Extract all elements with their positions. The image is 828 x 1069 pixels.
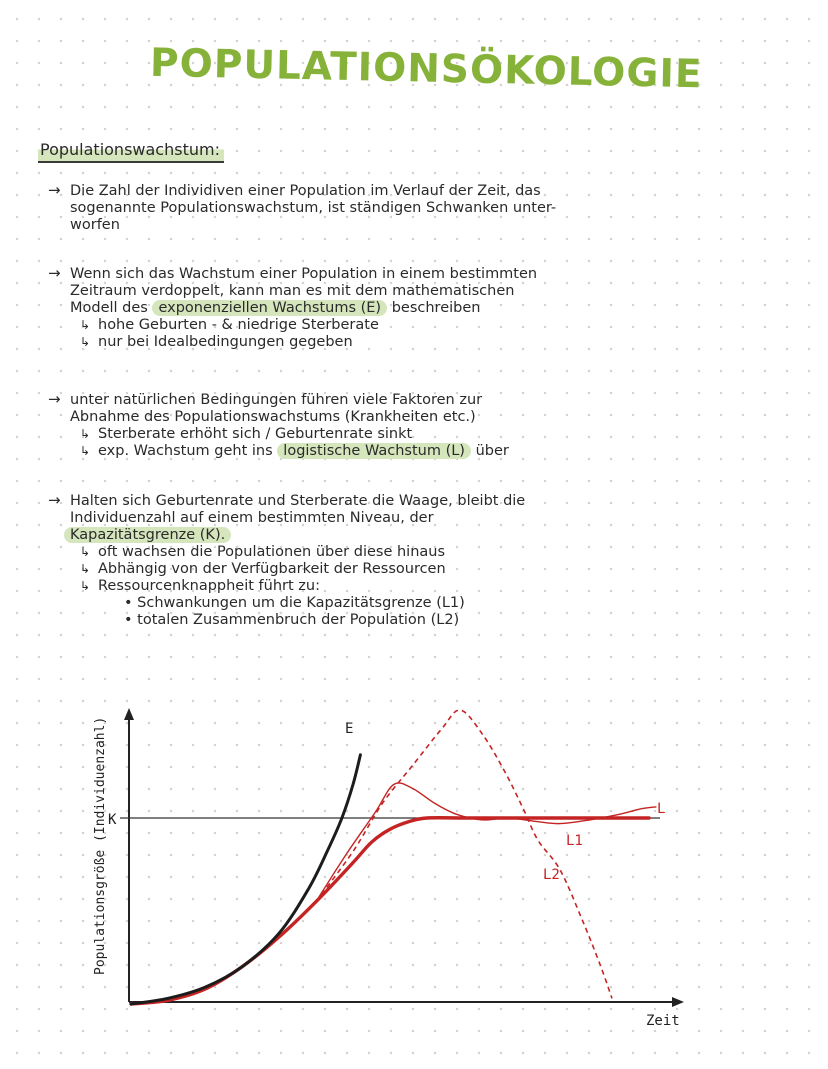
paragraph-1 — [50, 183, 810, 234]
text-fragment: exp. Wachstum geht ins — [98, 443, 273, 459]
text-line: Wenn sich das Wachstum einer Population in einem bestimmten — [70, 266, 538, 282]
sub-point — [80, 544, 810, 561]
sub-point — [80, 426, 810, 443]
text-line: unter natürlichen Bedingungen führen viele Faktoren zur — [70, 392, 483, 408]
sub-point-text: Abhängig von der Verfügbarkeit der Ressourcen — [98, 561, 446, 577]
highlight-exponential: exponenziellen Wachstums (E) — [152, 300, 387, 316]
paragraph-2 — [50, 266, 810, 351]
paragraph-3 — [50, 392, 810, 460]
sub-point — [80, 334, 810, 351]
capacity-label: K — [108, 812, 117, 828]
bullet-icon: • — [124, 612, 133, 628]
bullet-text: Schwankungen um die Kapazitätsgrenze (L1) — [137, 595, 465, 611]
series-line-L — [131, 818, 649, 1004]
series-label-E: E — [345, 721, 354, 737]
text-line — [70, 300, 810, 317]
x-axis-arrowhead — [672, 997, 684, 1007]
hook-arrow-icon: ↳ — [80, 427, 91, 441]
sub-point-text: Sterberate erhöht sich / Geburtenrate sinkt — [98, 426, 413, 442]
sub-point-text: hohe Geburten - & niedrige Sterberate — [98, 317, 379, 333]
sub-point-text: nur bei Idealbedingungen gegeben — [98, 334, 353, 350]
text-line: sogenannte Populationswachstum, ist ständigen Schwanken unter- — [70, 200, 557, 216]
arrow-icon: → — [48, 181, 61, 199]
hook-arrow-icon: ↳ — [80, 545, 91, 559]
text-fragment: Modell des — [70, 300, 148, 316]
arrow-icon: → — [48, 491, 61, 509]
text-line: Individuenzahl auf einem bestimmten Niveau, der — [70, 510, 434, 526]
y-axis-label: Populationsgröße (Individuenzahl) — [93, 716, 108, 975]
series-line-L1 — [316, 783, 656, 902]
series-line-L2 — [316, 710, 612, 998]
bullet-item — [124, 595, 810, 612]
hook-arrow-icon: ↳ — [80, 444, 91, 458]
series-label-L: L — [657, 801, 666, 817]
page-title: POPULATIONSÖKOLOGIE — [149, 40, 703, 98]
sub-point — [80, 317, 810, 334]
highlight-logistic: logistische Wachstum (L) — [277, 443, 471, 459]
series-label-L1: L1 — [566, 833, 583, 849]
hook-arrow-icon: ↳ — [80, 579, 91, 593]
arrow-icon: → — [48, 264, 61, 282]
text-line — [70, 527, 810, 544]
text-line: Halten sich Geburtenrate und Sterberate die Waage, bleibt die — [70, 493, 526, 509]
x-axis-label: Zeit — [646, 1013, 680, 1029]
text-fragment: über — [475, 443, 509, 459]
arrow-icon: → — [48, 390, 61, 408]
series-label-L2: L2 — [543, 867, 560, 883]
bullet-text: totalen Zusammenbruch der Population (L2) — [137, 612, 460, 628]
highlight-capacity: Kapazitätsgrenze (K). — [64, 527, 231, 543]
sub-point-text: Ressourcenknappheit führt zu: — [98, 578, 320, 594]
y-axis-arrowhead — [124, 708, 134, 720]
sub-point-text: oft wachsen die Populationen über diese hinaus — [98, 544, 446, 560]
paragraph-4 — [50, 493, 810, 629]
section-heading: Populationswachstum: — [38, 140, 224, 163]
text-line: Abnahme des Populationswachstums (Krankheiten etc.) — [70, 409, 476, 425]
sub-point — [80, 578, 810, 595]
bullet-icon: • — [124, 595, 133, 611]
bullet-item — [124, 612, 810, 629]
text-line: Die Zahl der Individiven einer Population im Verlauf der Zeit, das — [70, 183, 541, 199]
text-fragment: beschreiben — [391, 300, 481, 316]
text-line: worfen — [70, 217, 120, 233]
sub-point — [80, 561, 810, 578]
sub-point — [80, 443, 810, 460]
series-line-E — [131, 755, 360, 1004]
hook-arrow-icon: ↳ — [80, 335, 91, 349]
hook-arrow-icon: ↳ — [80, 562, 91, 576]
text-line: Zeitraum verdoppelt, kann man es mit dem mathematischen — [70, 283, 515, 299]
hook-arrow-icon: ↳ — [80, 318, 91, 332]
